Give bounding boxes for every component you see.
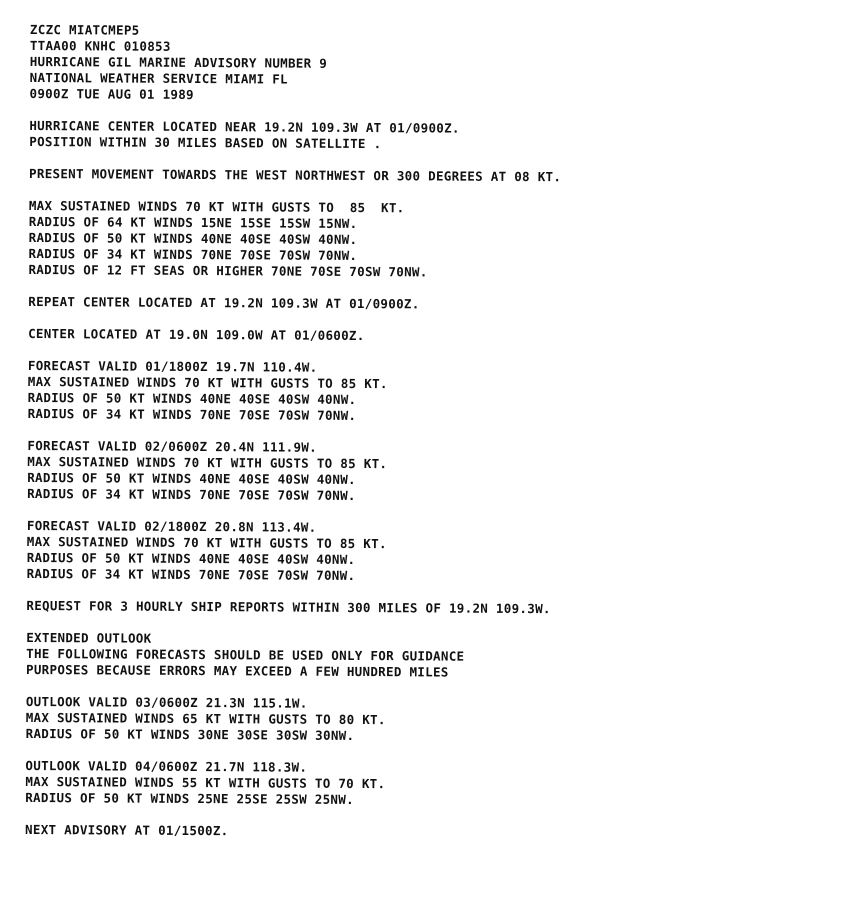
bulletin-id-line: TTAA00 KNHC 010853 [29, 37, 171, 54]
forecast-block-2 [27, 438, 827, 507]
forecast-valid-line: FORECAST VALID 01/1800Z 19.7N 110.4W. [27, 357, 318, 375]
guidance-note-line-2: PURPOSES BECAUSE ERRORS MAY EXCEED A FEW HUNDRED MILES [25, 661, 449, 680]
forecast-max-winds-line: MAX SUSTAINED WINDS 70 KT WITH GUSTS TO 85 KT. [27, 453, 388, 472]
next-advisory-line: NEXT ADVISORY AT 01/1500Z. [25, 821, 229, 839]
forecast-radius-50kt-line: RADIUS OF 50 KT WINDS 40NE 40SE 40SW 40NW. [26, 549, 356, 567]
winds-block [28, 198, 828, 283]
extended-outlook-block [26, 630, 826, 683]
movement-line: PRESENT MOVEMENT TOWARDS THE WEST NORTHWEST OR 300 DEGREES AT 08 KT. [29, 165, 562, 185]
forecast-valid-line: FORECAST VALID 02/0600Z 20.4N 111.9W. [27, 437, 318, 455]
extended-outlook-heading: EXTENDED OUTLOOK [26, 629, 152, 646]
radius-34kt-line: RADIUS OF 34 KT WINDS 70NE 70SE 70SW 70NW. [28, 245, 358, 264]
advisory-document [25, 22, 830, 859]
advisory-title: HURRICANE GIL MARINE ADVISORY NUMBER 9 [29, 53, 328, 71]
forecast-valid-line: FORECAST VALID 02/1800Z 20.8N 113.4W. [26, 517, 317, 535]
movement-block [29, 166, 829, 187]
previous-center-line: CENTER LOCATED AT 19.0N 109.0W AT 01/0600Z. [28, 325, 365, 344]
forecast-radius-34kt-line: RADIUS OF 34 KT WINDS 70NE 70SE 70SW 70NW. [27, 405, 357, 424]
issue-time: 0900Z TUE AUG 01 1989 [29, 85, 194, 103]
outlook-valid-line: OUTLOOK VALID 03/0600Z 21.3N 115.1W. [25, 693, 308, 711]
forecast-block-1 [28, 358, 828, 427]
next-advisory-block [25, 822, 825, 843]
radius-50kt-line: RADIUS OF 50 KT WINDS 40NE 40SE 40SW 40NW. [28, 229, 358, 248]
guidance-note-line-1: THE FOLLOWING FORECASTS SHOULD BE USED ONLY FOR GUIDANCE [26, 645, 465, 664]
header-block [30, 22, 830, 107]
issuing-office: NATIONAL WEATHER SERVICE MIAMI FL [29, 69, 288, 87]
forecast-radius-50kt-line: RADIUS OF 50 KT WINDS 40NE 40SE 40SW 40NW. [27, 389, 357, 408]
max-winds-line: MAX SUSTAINED WINDS 70 KT WITH GUSTS TO 85 KT. [28, 197, 405, 216]
radius-seas-line: RADIUS OF 12 FT SEAS OR HIGHER 70NE 70SE 70SW 70NW. [28, 261, 428, 280]
center-block [29, 118, 829, 155]
ship-request-block [26, 598, 826, 619]
repeat-block [28, 294, 828, 315]
forecast-max-winds-line: MAX SUSTAINED WINDS 70 KT WITH GUSTS TO 85 KT. [26, 533, 387, 552]
outlook-radius-50kt-line: RADIUS OF 50 KT WINDS 30NE 30SE 30SW 30NW. [25, 725, 355, 743]
forecast-max-winds-line: MAX SUSTAINED WINDS 70 KT WITH GUSTS TO 85 KT. [27, 373, 388, 392]
forecast-radius-50kt-line: RADIUS OF 50 KT WINDS 40NE 40SE 40SW 40NW. [27, 469, 356, 487]
forecast-radius-34kt-line: RADIUS OF 34 KT WINDS 70NE 70SE 70SW 70NW. [26, 565, 356, 583]
outlook-valid-line: OUTLOOK VALID 04/0600Z 21.7N 118.3W. [25, 757, 308, 775]
forecast-block-3 [27, 518, 827, 587]
outlook-block-1 [26, 694, 826, 747]
outlook-max-winds-line: MAX SUSTAINED WINDS 65 KT WITH GUSTS TO 80 KT. [25, 709, 386, 728]
outlook-max-winds-line: MAX SUSTAINED WINDS 55 KT WITH GUSTS TO 70 KT. [25, 773, 386, 792]
radius-64kt-line: RADIUS OF 64 KT WINDS 15NE 15SE 15SW 15NW. [28, 213, 358, 232]
repeat-center-line: REPEAT CENTER LOCATED AT 19.2N 109.3W AT 01/0900Z. [28, 293, 420, 312]
outlook-block-2 [25, 758, 825, 811]
previous-center-block [28, 326, 828, 347]
wmo-header-line: ZCZC MIATCMEP5 [29, 22, 140, 38]
outlook-radius-50kt-line: RADIUS OF 50 KT WINDS 25NE 25SE 25SW 25NW. [25, 789, 354, 807]
forecast-radius-34kt-line: RADIUS OF 34 KT WINDS 70NE 70SE 70SW 70NW. [27, 485, 356, 503]
ship-request-line: REQUEST FOR 3 HOURLY SHIP REPORTS WITHIN 300 MILES OF 19.2N 109.3W. [26, 597, 551, 617]
position-accuracy-line: POSITION WITHIN 30 MILES BASED ON SATELLITE . [29, 133, 382, 152]
center-location-line: HURRICANE CENTER LOCATED NEAR 19.2N 109.3W AT 01/0900Z. [29, 117, 460, 136]
